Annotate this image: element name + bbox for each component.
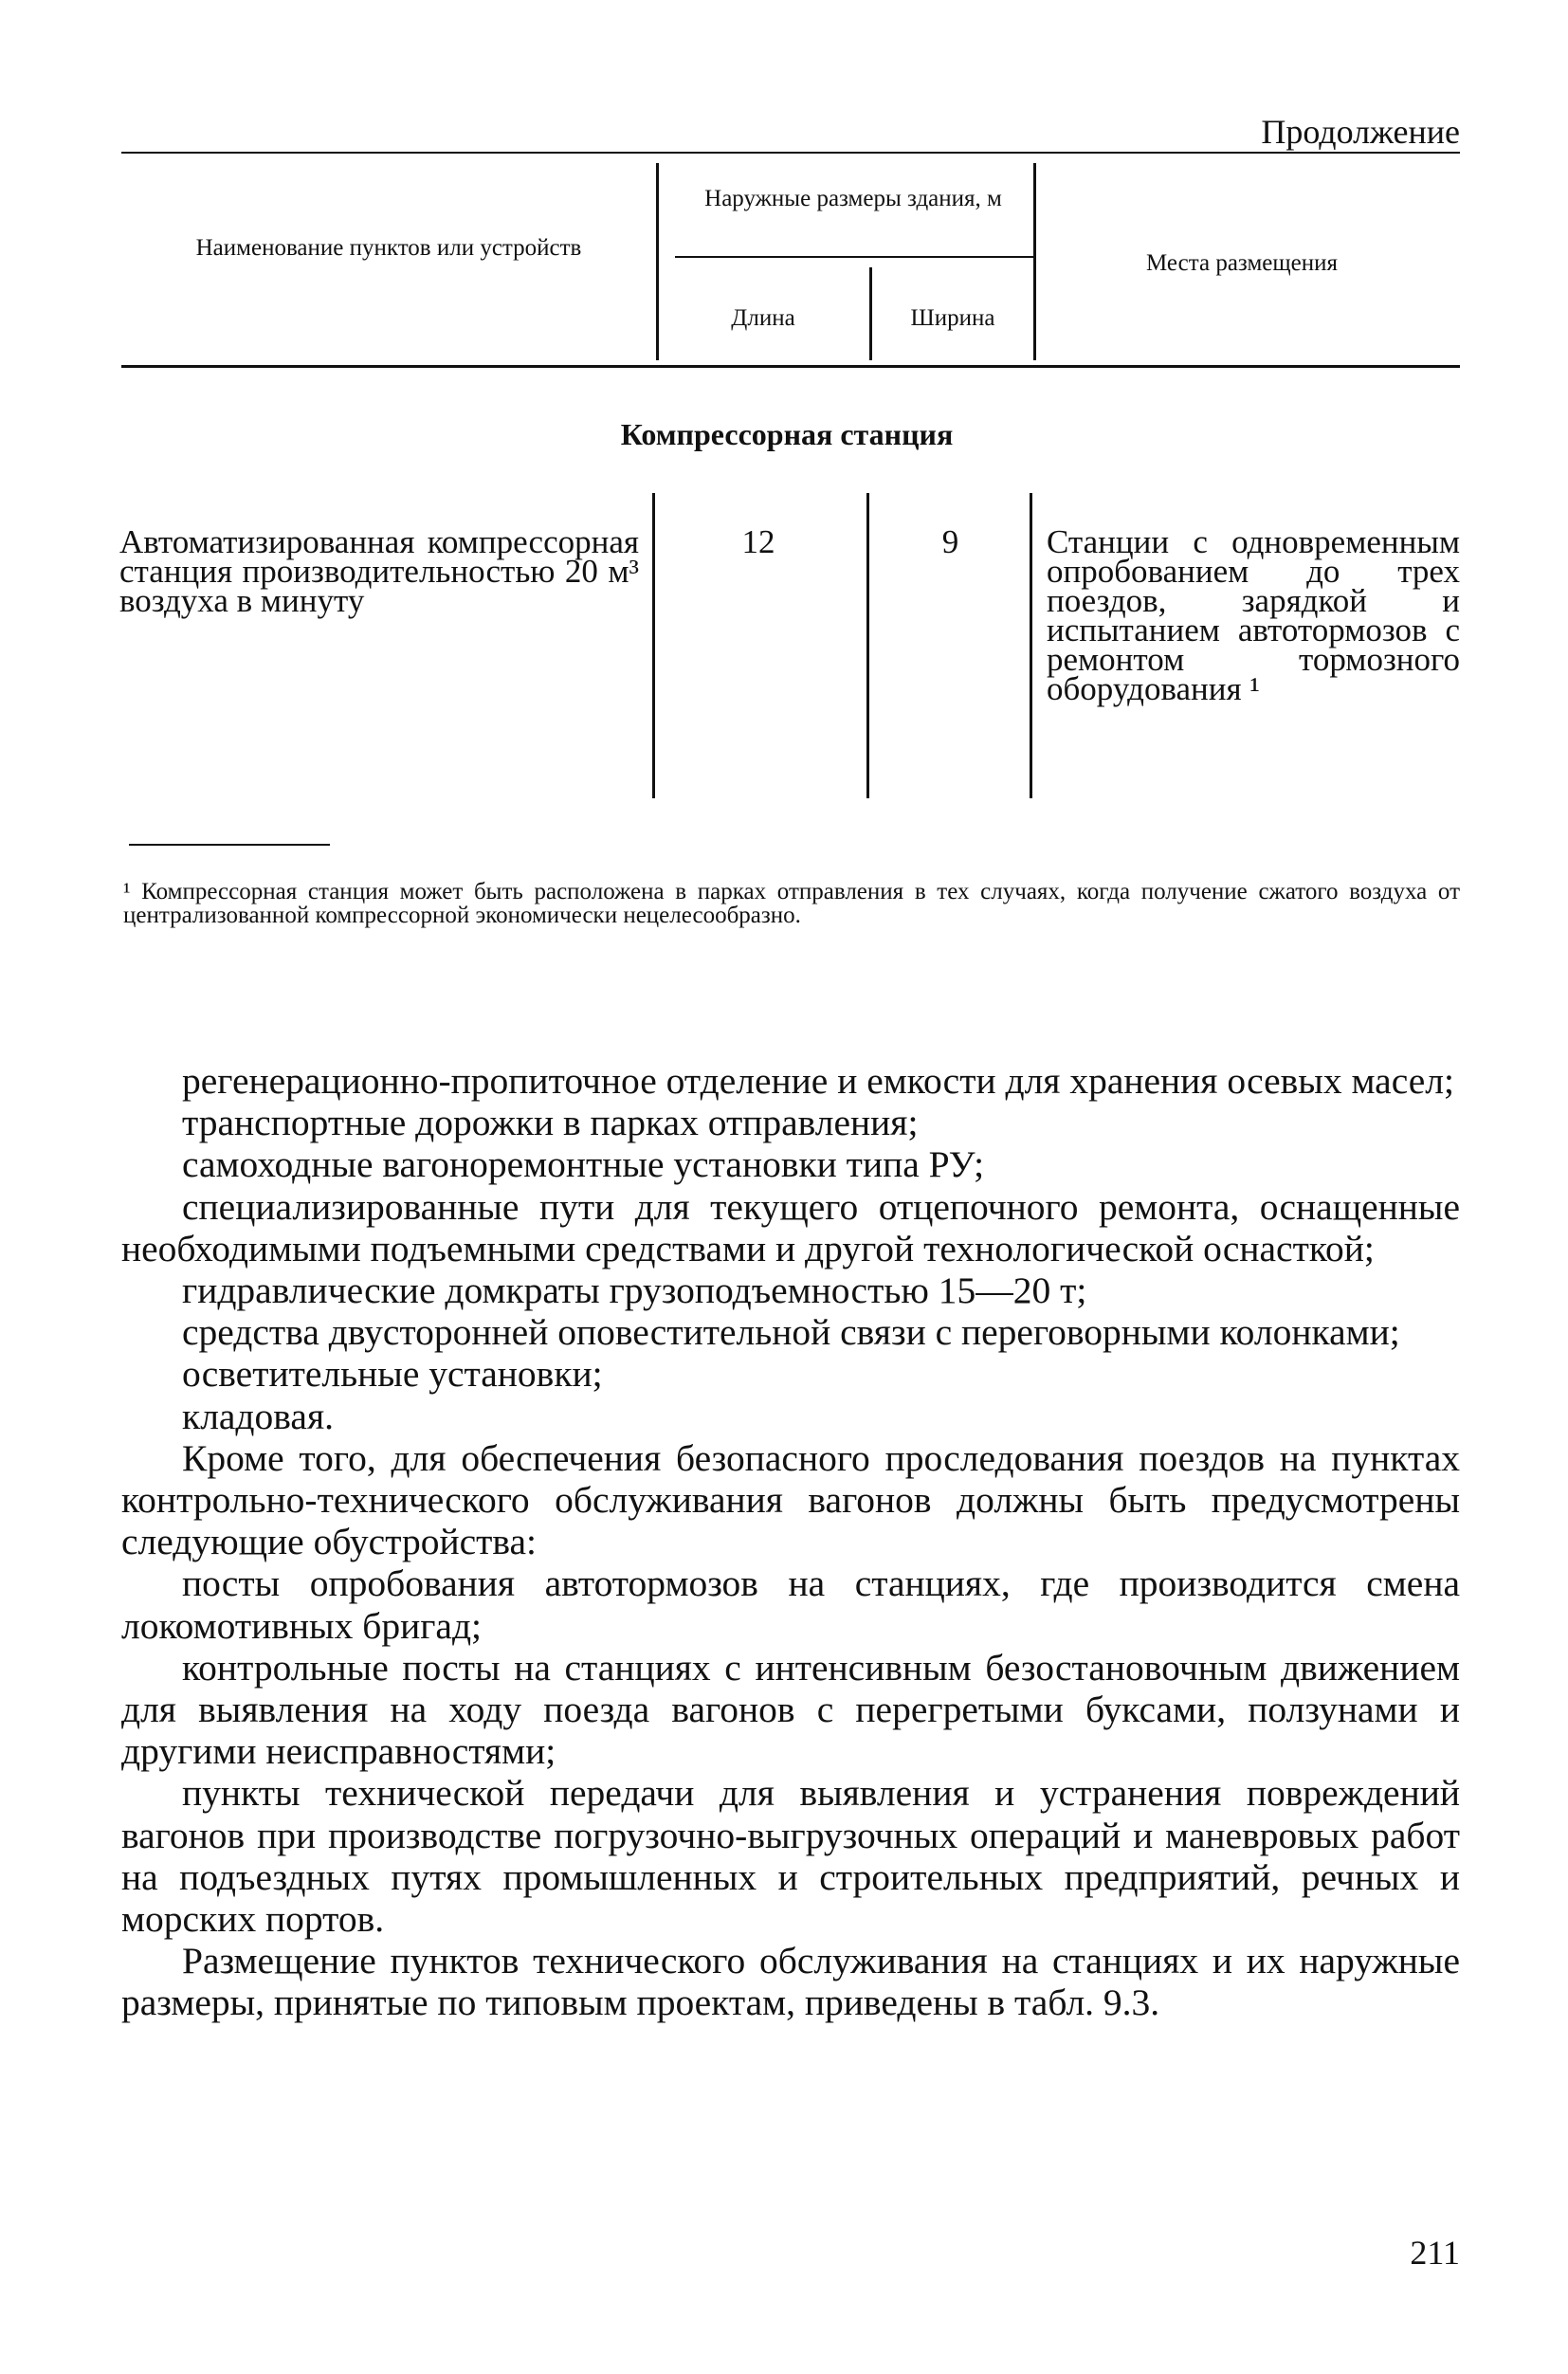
footnote: ¹ Компрессорная станция может быть расположена в парках отправления в тех случаях, когда получение сжатого воздуха от централизованной компрессорной экономически нецелесообразно. (123, 879, 1460, 928)
header-name: Наименование пунктов или устройств (195, 235, 582, 261)
table-row-name: Автоматизированная компрессорная станция производительностью 20 м³ воздуха в минуту (119, 523, 639, 619)
table-row-placement: Станции с одновременным опробованием до трех поездов, зарядкой и испытанием автотормозов с ремонтом тормозного оборудования ¹ (1047, 523, 1460, 707)
body-text (121, 1060, 1460, 2024)
paragraph: транспортные дорожки в парках отправления; (182, 1102, 919, 1144)
table-top-rule (121, 152, 1460, 154)
paragraph: контрольные посты на станциях с интенсивным безостановочным движением для выявления на ходу поезда вагонов с перегретыми буксами, ползунами и другими неисправностями; (121, 1646, 1460, 1773)
body-col-divider-1 (652, 493, 655, 798)
paragraph: гидравлические домкраты грузоподъемностью 15—20 т; (182, 1269, 1087, 1312)
paragraph: средства двусторонней оповестительной связи с переговорными колонками; (182, 1311, 1400, 1354)
body-col-divider-2 (866, 493, 869, 798)
page-number: 211 (1410, 2234, 1460, 2272)
body-col-divider-3 (1030, 493, 1032, 798)
section-title: Компрессорная станция (620, 417, 954, 451)
header-bottom-rule (121, 365, 1460, 368)
paragraph: специализированные пути для текущего отцепочного ремонта, оснащенные необходимыми подъемными средствами и другой технологической оснасткой; (121, 1185, 1460, 1269)
header-placement: Места размещения (1146, 250, 1338, 276)
paragraph: самоходные вагоноремонтные установки типа РУ; (182, 1143, 985, 1186)
header-length: Длина (731, 305, 795, 331)
paragraph: осветительные установки; (182, 1353, 603, 1396)
paragraph: регенерационно-пропиточное отделение и емкости для хранения осевых масел; (182, 1060, 1454, 1102)
paragraph: посты опробования автотормозов на станциях, где производится смена локомотивных бригад; (121, 1562, 1460, 1647)
table-row-width: 9 (941, 523, 959, 560)
header-col-divider-1 (656, 163, 659, 360)
dimensions-divider (675, 256, 1033, 258)
footnote-rule (129, 844, 330, 846)
paragraph: кладовая. (182, 1395, 334, 1437)
paragraph: пункты технической передачи для выявления и устранения повреждений вагонов при производстве погрузочно-выгрузочных операций и маневровых работ на подъездных путях промышленных и строительных предприятий, речных и морских портов. (121, 1772, 1460, 1941)
continuation-label: Продолжение (1261, 113, 1460, 151)
header-col-divider-3 (1033, 163, 1036, 360)
header-width: Ширина (910, 305, 995, 331)
paragraph: Кроме того, для обеспечения безопасного проследования поездов на пунктах контрольно-технического обслуживания вагонов должны быть предусмотрены следующие обустройства: (121, 1436, 1460, 1563)
header-col-divider-2 (869, 267, 872, 360)
table-row-length: 12 (741, 523, 775, 560)
header-dimensions: Наружные размеры здания, м (704, 186, 1002, 211)
paragraph: Размещение пунктов технического обслуживания на станциях и их наружные размеры, принятые по типовым проектам, приведены в табл. 9.3. (121, 1940, 1460, 2024)
